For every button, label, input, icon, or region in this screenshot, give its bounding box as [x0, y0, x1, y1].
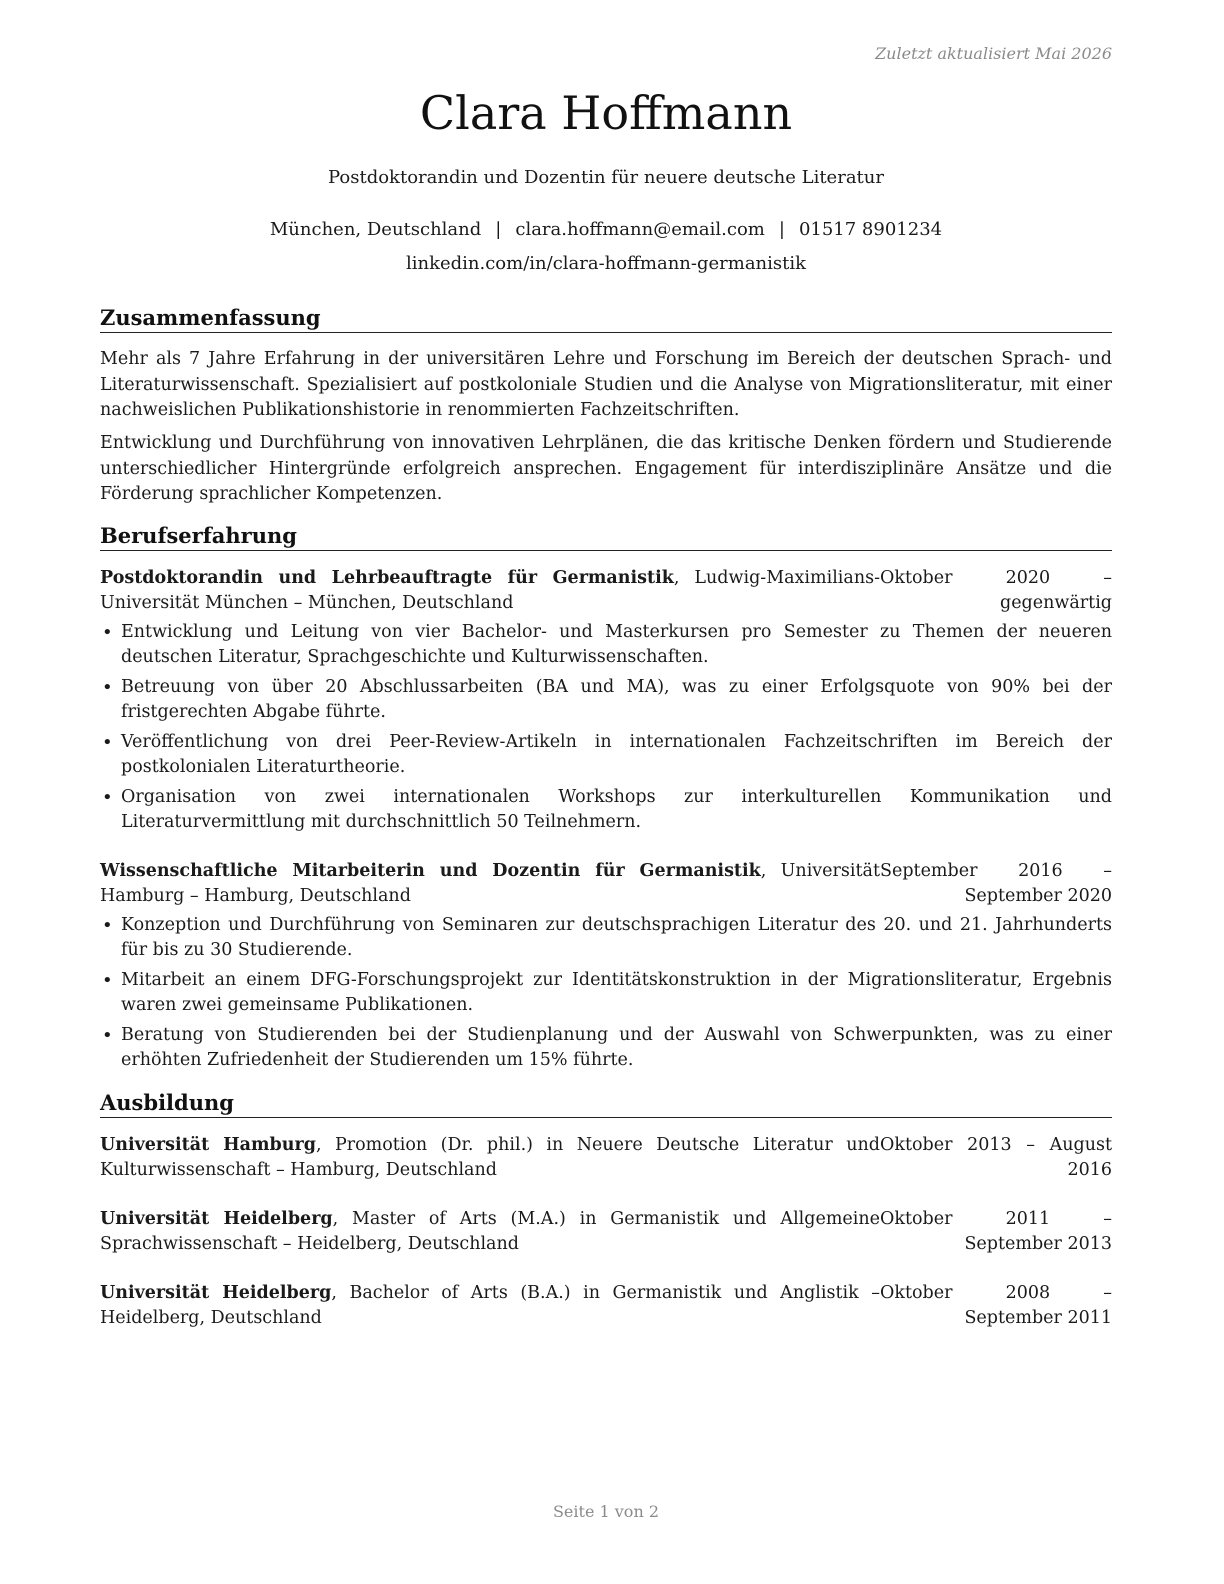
contact-line	[100, 219, 1112, 240]
contact-separator: |	[778, 219, 785, 240]
job-subtitle: Postdoktorandin und Dozentin für neuere deutsche Literatur	[328, 167, 884, 188]
degree-details: , Bachelor of Arts (B.A.) in Germanistik und Anglistik – Heidelberg, Deutschland	[100, 1283, 880, 1328]
section-heading-experience: Berufserfahrung	[100, 523, 1112, 551]
bullet-item: • Betreuung von über 20 Abschlussarbeiten (BA und MA), was zu einer Erfolgsquote von 90% bei der fristgerechten Abgabe führte.	[100, 675, 1112, 725]
education-entry	[100, 1207, 1112, 1257]
school-name: Universität Hamburg	[100, 1135, 316, 1155]
education-dates: Oktober 2008 – September 2011	[880, 1283, 1112, 1328]
job-bullets	[100, 620, 1112, 835]
job-bullets	[100, 913, 1112, 1073]
job-employer: , Universität Hamburg – Hamburg, Deutschland	[100, 861, 880, 906]
summary-paragraph-1: Mehr als 7 Jahre Erfahrung in der universitären Lehre und Forschung im Bereich der deutschen Sprach- und Literaturwissenschaft. Spezialisiert auf postkoloniale Studien und die Analyse von Migrationsliteratur, mit einer nachweislichen Publikationshistorie in renommierten Fachzeitschriften.	[100, 349, 1112, 420]
job-title: Wissenschaftliche Mitarbeiterin und Dozentin für Germanistik	[100, 861, 761, 881]
education-dates: Oktober 2011 – September 2013	[880, 1209, 1112, 1254]
phone-number: 01517 8901234	[798, 219, 943, 240]
resume-page	[100, 0, 1112, 1584]
bullet-item: • Konzeption und Durchführung von Seminaren zur deutschsprachigen Literatur des 20. und 21. Jahrhunderts für bis zu 30 Studierende.	[100, 913, 1112, 963]
school-name: Universität Heidelberg	[100, 1209, 333, 1229]
job-dates: Oktober 2020 – gegenwärtig	[880, 568, 1112, 613]
job-entry	[100, 566, 1112, 840]
summary-paragraph-2: Entwicklung und Durchführung von innovativen Lehrplänen, die das kritische Denken fördern und Studierende unterschiedlicher Hintergründe erfolgreich ansprechen. Engagement für interdisziplinäre Ansätze und die Förderung sprachlicher Kompetenzen.	[100, 433, 1112, 504]
education-entry	[100, 1281, 1112, 1331]
location: München, Deutschland	[269, 219, 482, 240]
email-link[interactable]: clara.hoffmann@email.com	[515, 219, 765, 240]
job-header	[100, 566, 880, 616]
bullet-item: • Entwicklung und Leitung von vier Bachelor- und Masterkursen pro Semester zu Themen der neueren deutschen Literatur, Sprachgeschichte und Kulturwissenschaften.	[100, 620, 1112, 670]
linkedin-link[interactable]: linkedin.com/in/clara-hoffmann-germanistik	[405, 253, 807, 274]
job-title: Postdoktorandin und Lehrbeauftragte für Germanistik	[100, 568, 674, 588]
job-header	[100, 859, 880, 909]
section-heading-education: Ausbildung	[100, 1090, 1112, 1118]
page-number: Seite 1 von 2	[552, 1502, 660, 1521]
degree-details: , Promotion (Dr. phil.) in Neuere Deutsche Literatur und Kulturwissenschaft – Hamburg, Deutschland	[100, 1135, 880, 1180]
person-name: Clara Hoffmann	[419, 86, 793, 140]
bullet-item: • Organisation von zwei internationalen Workshops zur interkulturellen Kommunikation und Literaturvermittlung mit durchschnittlich 50 Teilnehmern.	[100, 785, 1112, 835]
degree-details: , Master of Arts (M.A.) in Germanistik und Allgemeine Sprachwissenschaft – Heidelberg, Deutschland	[100, 1209, 880, 1254]
education-dates: Oktober 2013 – August 2016	[880, 1135, 1112, 1180]
school-name: Universität Heidelberg	[100, 1283, 332, 1303]
education-entry	[100, 1133, 1112, 1183]
section-heading-summary: Zusammenfassung	[100, 305, 1112, 333]
bullet-item: • Mitarbeit an einem DFG-Forschungsprojekt zur Identitätskonstruktion in der Migrationsliteratur, Ergebnis waren zwei gemeinsame Publikationen.	[100, 968, 1112, 1018]
linkedin-line	[100, 253, 1112, 274]
job-entry	[100, 859, 1112, 1078]
job-dates: September 2016 – September 2020	[880, 861, 1112, 906]
bullet-item: • Veröffentlichung von drei Peer-Review-Artikeln in internationalen Fachzeitschriften im Bereich der postkolonialen Literaturtheorie.	[100, 730, 1112, 780]
job-employer: , Ludwig-Maximilians-Universität München – München, Deutschland	[100, 568, 880, 613]
contact-separator: |	[495, 219, 502, 240]
last-updated-note: Zuletzt aktualisiert Mai 2026	[875, 44, 1112, 63]
bullet-item: • Beratung von Studierenden bei der Studienplanung und der Auswahl von Schwerpunkten, was zu einer erhöhten Zufriedenheit der Studierenden um 15% führte.	[100, 1023, 1112, 1073]
